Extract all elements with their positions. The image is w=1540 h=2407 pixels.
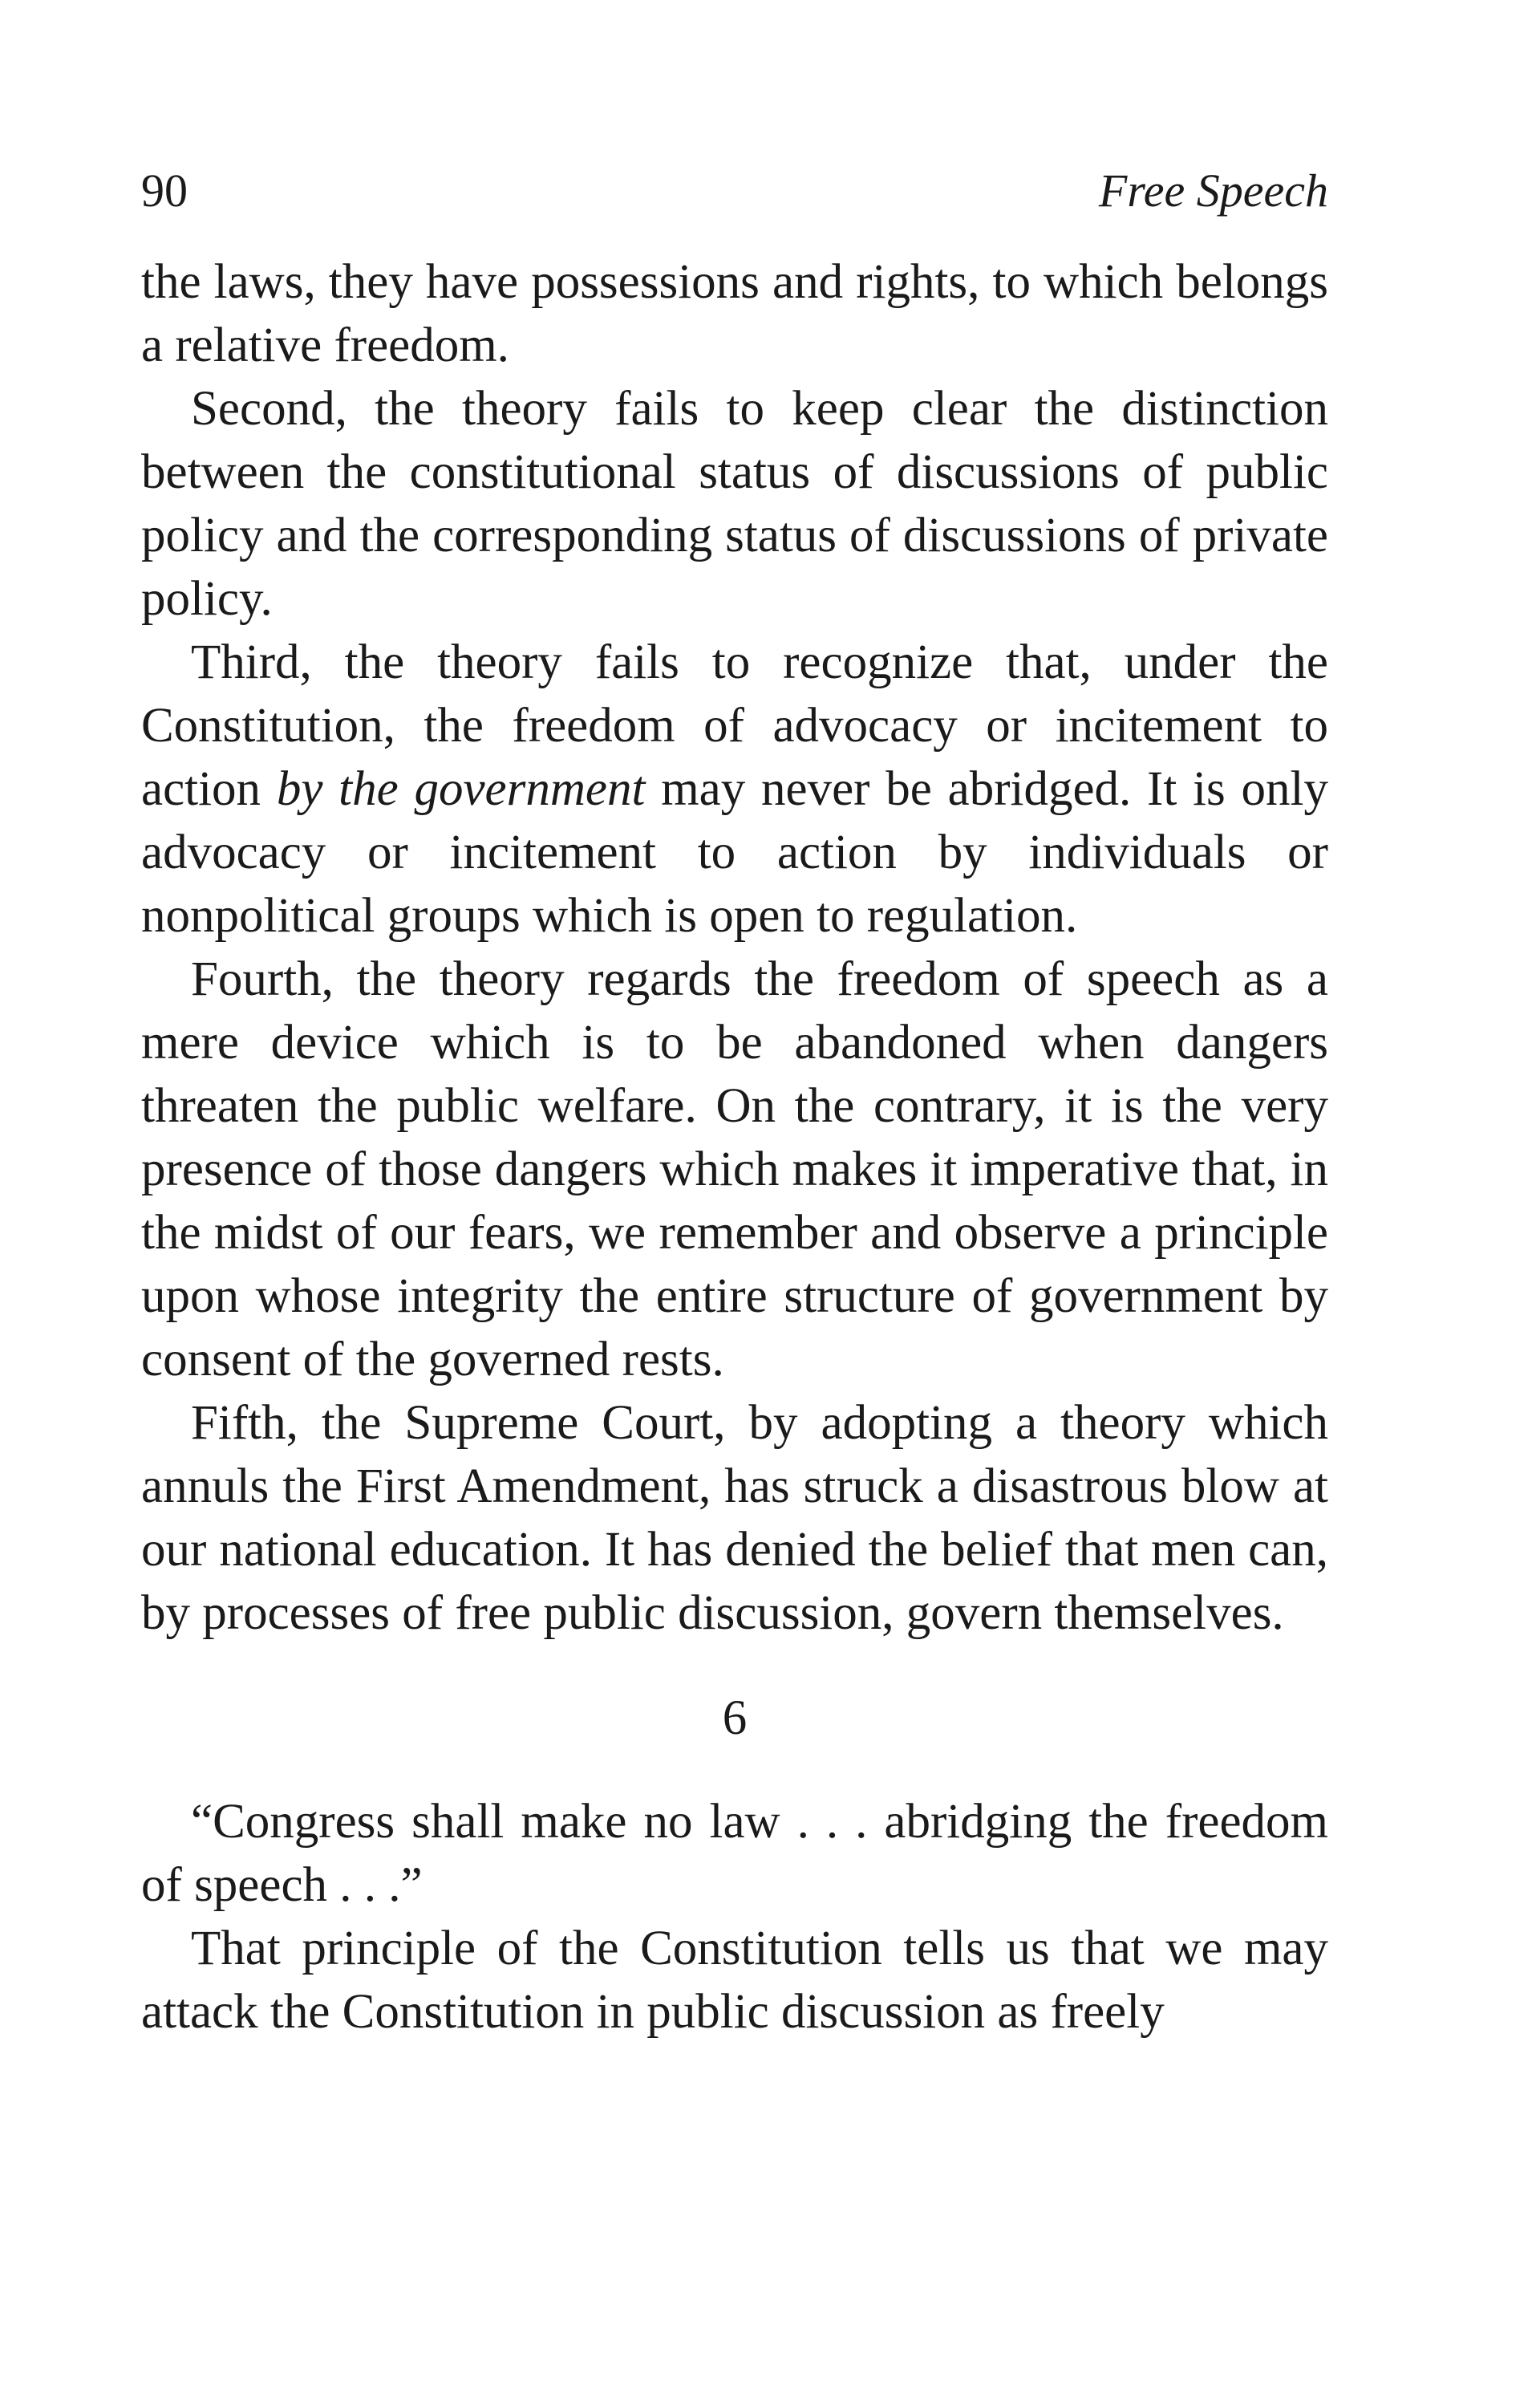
paragraph-fifth: Fifth, the Supreme Court, by adopting a theory which annuls the First Amendment, has struck a disastrous blow at our national education. It has denied the belief that men can, by processes of free public discussion, govern themselves. bbox=[141, 1396, 1328, 1640]
page-number: 90 bbox=[141, 164, 188, 217]
section-number: 6 bbox=[722, 1691, 748, 1745]
paragraph-fourth: Fourth, the theory regards the freedom of speech as a mere device which is to be abandoned when dangers threaten the public welfare. On the contrary, it is the very presence of those dangers which makes it imperative that, in the midst of our fears, we remember and observe a principle upon whose integrity the entire structure of government by consent of the governed rests. bbox=[141, 952, 1328, 1386]
paragraph-principle: That principle of the Constitution tells us that we may attack the Constitution in public discussion as freely bbox=[141, 1922, 1328, 2039]
paragraph-third-part-1: Third, the theory fails to recognize that, under the Constitution, the freedom of advocacy or incitement to action bbox=[141, 635, 1328, 816]
paragraph-quotation: “Congress shall make no law . . . abridging the freedom of speech . . .” bbox=[141, 1795, 1328, 1912]
paragraph-continuation: the laws, they have possessions and rights, to which belongs a relative freedom. bbox=[141, 255, 1328, 372]
paragraph-second: Second, the theory fails to keep clear the distinction between the constitutional status of discussions of public policy and the corresponding status of discussions of private policy. bbox=[141, 382, 1328, 626]
body-text bbox=[141, 250, 1328, 2044]
page-header bbox=[141, 159, 1328, 223]
paragraph-third-part-2: may never be abridged. It is only advocacy or incitement to action by individuals or nonpolitical groups which is open to regulation. bbox=[141, 762, 1329, 943]
paragraph-third bbox=[141, 631, 1328, 948]
running-head: Free Speech bbox=[1098, 164, 1328, 217]
paragraph-third-italic: by the government bbox=[276, 762, 646, 816]
